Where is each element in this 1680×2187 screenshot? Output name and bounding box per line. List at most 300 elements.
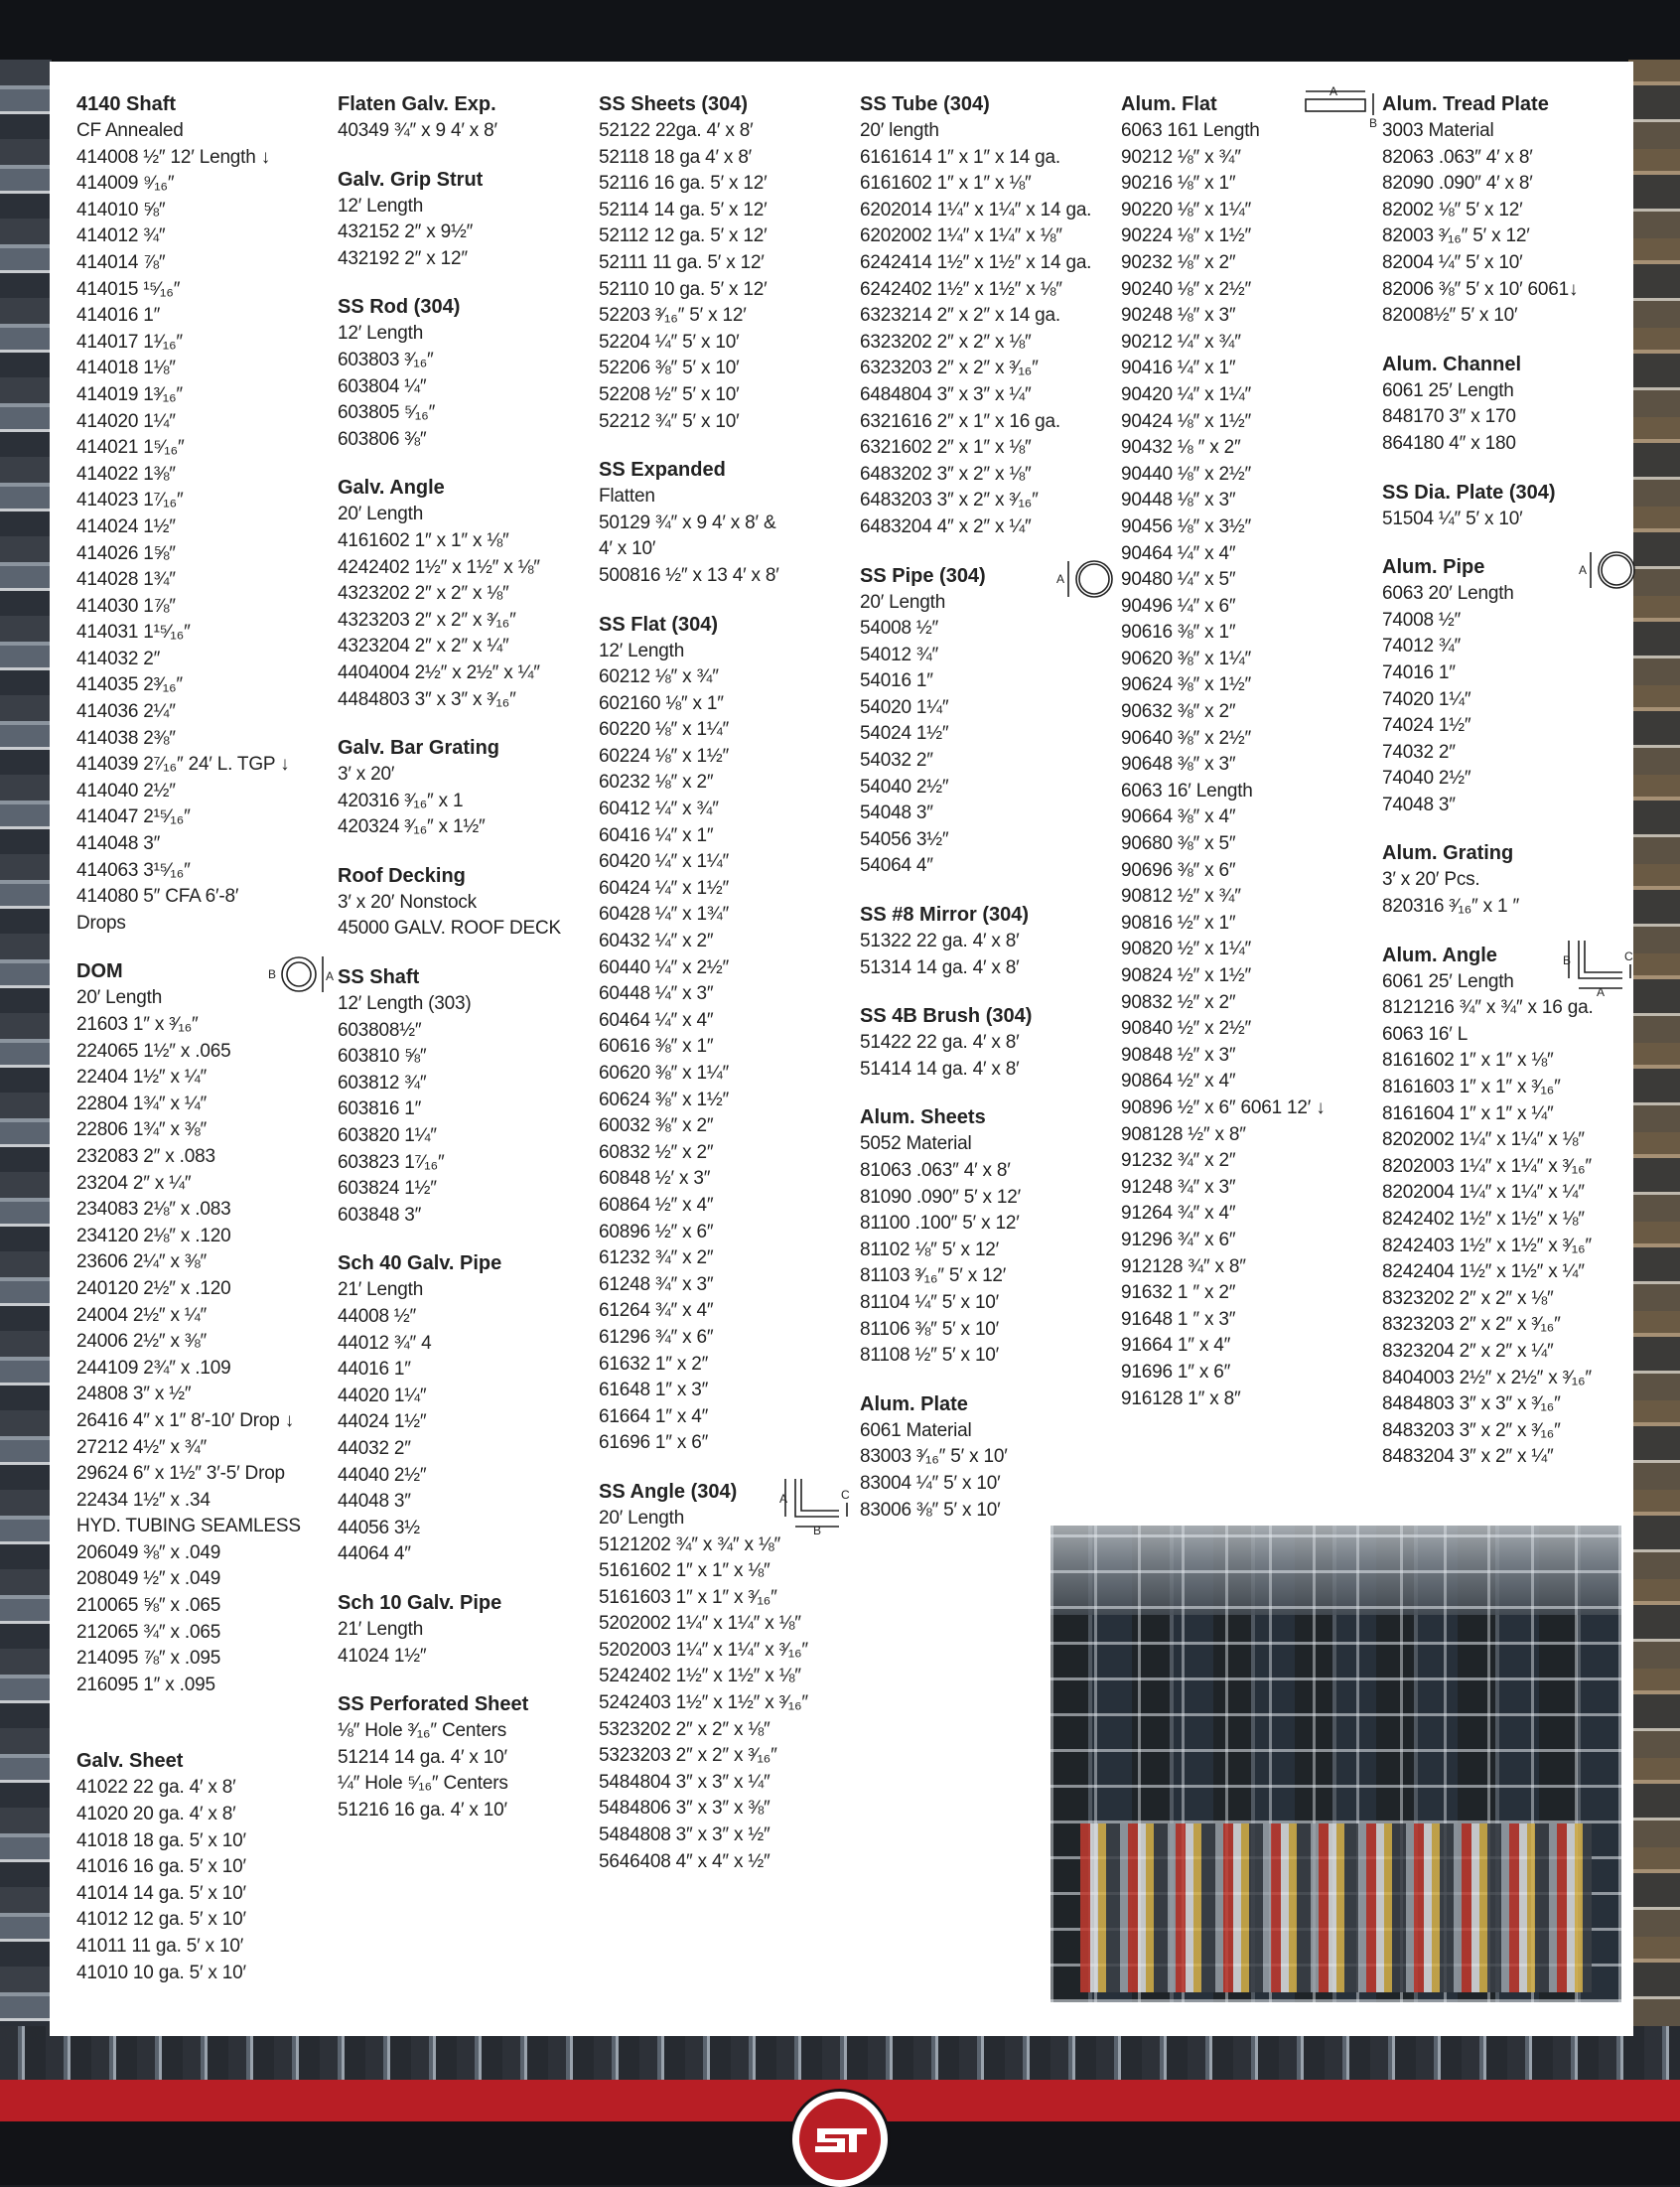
list-item: 90824 ½″ x 1½″ bbox=[1121, 965, 1252, 986]
list-item: 5646408 4″ x 4″ x ½″ bbox=[599, 1850, 770, 1872]
list-item: 5484808 3″ x 3″ x ½″ bbox=[599, 1824, 770, 1846]
list-item: 6323202 2″ x 2″ x ⅛″ bbox=[860, 331, 1032, 353]
list-item: 6063 16′ L bbox=[1382, 1023, 1469, 1045]
list-item: 90620 ⅜″ x 1¼″ bbox=[1121, 648, 1252, 669]
list-item: 90696 ⅜″ x 6″ bbox=[1121, 859, 1236, 881]
list-item: 8202004 1¼″ x 1¼″ x ¼″ bbox=[1382, 1182, 1585, 1204]
list-item: 603824 1½″ bbox=[338, 1178, 437, 1200]
list-item: 82008½″ 5′ x 10′ bbox=[1382, 305, 1518, 327]
list-item: 5484806 3″ x 3″ x ⅜″ bbox=[599, 1798, 770, 1820]
list-item: 603808½″ bbox=[338, 1019, 422, 1041]
list-item: 8323203 2″ x 2″ x ³⁄₁₆″ bbox=[1382, 1314, 1561, 1336]
list-item: 61296 ¾″ x 6″ bbox=[599, 1326, 714, 1348]
list-item: 6483204 4″ x 2″ x ¼″ bbox=[860, 515, 1032, 537]
list-item: 8484803 3″ x 3″ x ³⁄₁₆″ bbox=[1382, 1393, 1561, 1415]
list-item: 12′ Length bbox=[338, 195, 424, 217]
list-item: 90664 ⅜″ x 4″ bbox=[1121, 806, 1236, 828]
section-title: SS Flat (304) bbox=[599, 613, 719, 636]
list-item: 224065 1½″ x .065 bbox=[76, 1040, 231, 1062]
list-item: 603803 ³⁄₁₆″ bbox=[338, 349, 434, 370]
list-item: 414026 1⅝″ bbox=[76, 542, 176, 564]
list-item: 90812 ½″ x ¾″ bbox=[1121, 886, 1241, 908]
list-item: ¼″ Hole ⁵⁄₁₆″ Centers bbox=[338, 1773, 508, 1795]
list-item: 74024 1½″ bbox=[1382, 715, 1471, 737]
section-title: SS Shaft bbox=[338, 966, 420, 989]
list-item: 5161602 1″ x 1″ x ⅛″ bbox=[599, 1560, 770, 1582]
list-item: 432192 2″ x 12″ bbox=[338, 247, 468, 269]
list-item: 74008 ½″ bbox=[1382, 609, 1462, 631]
list-item: 61664 1″ x 4″ bbox=[599, 1405, 709, 1427]
list-item: 44020 1¼″ bbox=[338, 1385, 427, 1406]
list-item: 414018 1⅛″ bbox=[76, 358, 176, 379]
list-item: 74048 3″ bbox=[1382, 794, 1456, 815]
list-item: 44056 3½ bbox=[338, 1517, 420, 1538]
list-item: 45000 GALV. ROOF DECK bbox=[338, 918, 561, 940]
section-title: Galv. Sheet bbox=[76, 1750, 184, 1773]
list-item: 90840 ½″ x 2½″ bbox=[1121, 1018, 1252, 1040]
list-item: 8242402 1½″ x 1½″ x ⅛″ bbox=[1382, 1209, 1585, 1230]
section-roof-decking bbox=[338, 863, 596, 943]
section-ss-shaft bbox=[338, 964, 596, 1229]
list-item: 6323203 2″ x 2″ x ³⁄₁₆″ bbox=[860, 358, 1039, 379]
list-item: 6242414 1½″ x 1½″ x 14 ga. bbox=[860, 251, 1092, 273]
svg-text:A: A bbox=[1330, 85, 1338, 98]
list-item: 82006 ⅜″ 5′ x 10′ 6061↓ bbox=[1382, 278, 1579, 300]
list-item: 54040 2½″ bbox=[860, 776, 949, 798]
list-item: 91664 1″ x 4″ bbox=[1121, 1335, 1231, 1357]
section-title: Sch 40 Galv. Pipe bbox=[338, 1252, 502, 1275]
list-item: 916128 1″ x 8″ bbox=[1121, 1387, 1241, 1409]
list-item: 90448 ⅛″ x 3″ bbox=[1121, 490, 1236, 511]
svg-text:A: A bbox=[326, 969, 335, 984]
section-title: SS #8 Mirror (304) bbox=[860, 904, 1030, 927]
list-item: 60896 ½″ x 6″ bbox=[599, 1221, 714, 1242]
list-item: 90424 ⅛″ x 1½″ bbox=[1121, 410, 1252, 432]
list-item: 74040 2½″ bbox=[1382, 768, 1471, 790]
list-item: 414015 ¹⁵⁄₁₆″ bbox=[76, 278, 181, 300]
list-item: 420316 ³⁄₁₆″ x 1 bbox=[338, 790, 464, 811]
list-item: 240120 2½″ x .120 bbox=[76, 1277, 231, 1299]
list-item: 864180 4″ x 180 bbox=[1382, 432, 1516, 454]
list-item: 8121216 ¾″ x ¾″ x 16 ga. bbox=[1382, 997, 1594, 1019]
list-item: 603806 ⅜″ bbox=[338, 428, 427, 450]
section-ss-sheets-304 bbox=[599, 91, 857, 435]
section-ss-4b-brush-304 bbox=[860, 1003, 1118, 1083]
list-item: 52204 ¼″ 5′ x 10′ bbox=[599, 331, 740, 353]
list-item: 414016 1″ bbox=[76, 305, 161, 327]
section-alum-flat bbox=[1121, 85, 1379, 1412]
list-item: 414010 ⅝″ bbox=[76, 199, 166, 220]
section-ss-rod-304 bbox=[338, 294, 596, 453]
section-sch-40-galv-pipe bbox=[338, 1250, 596, 1568]
list-item: 60212 ⅛″ x ¾″ bbox=[599, 666, 719, 688]
list-item: 60224 ⅛″ x 1½″ bbox=[599, 745, 730, 767]
list-item: 5484804 3″ x 3″ x ¼″ bbox=[599, 1771, 770, 1793]
section-title: DOM bbox=[76, 960, 123, 983]
list-item: 603812 ¾″ bbox=[338, 1072, 427, 1094]
list-item: 414008 ½″ 12′ Length ↓ bbox=[76, 146, 270, 168]
list-item: 3′ x 20′ bbox=[338, 764, 395, 786]
section-title: Flaten Galv. Exp. bbox=[338, 93, 496, 115]
list-item: 24006 2½″ x ⅜″ bbox=[76, 1331, 208, 1353]
metal-stock-rack-photo bbox=[1050, 1526, 1621, 2002]
list-item: 90212 ¼″ x ¾″ bbox=[1121, 331, 1241, 353]
list-item: 603804 ¼″ bbox=[338, 375, 427, 397]
list-item: 23204 2″ x ¼″ bbox=[76, 1172, 192, 1194]
list-item: 24004 2½″ x ¼″ bbox=[76, 1304, 208, 1326]
list-item: 90864 ½″ x 4″ bbox=[1121, 1071, 1236, 1093]
list-item: 22434 1½″ x .34 bbox=[76, 1489, 210, 1511]
list-item: HYD. TUBING SEAMLESS bbox=[76, 1516, 301, 1537]
list-item: 4′ x 10′ bbox=[599, 538, 656, 560]
list-item: 234083 2⅛″ x .083 bbox=[76, 1199, 231, 1221]
svg-text:A: A bbox=[779, 1491, 788, 1506]
list-item: 4323202 2″ x 2″ x ⅛″ bbox=[338, 583, 509, 605]
section-title: Alum. Grating bbox=[1382, 842, 1514, 865]
list-item: 82090 .090″ 4′ x 8′ bbox=[1382, 173, 1533, 195]
list-item: Drops bbox=[76, 912, 126, 934]
list-item: 27212 4½″ x ¾″ bbox=[76, 1436, 208, 1458]
list-item: 44024 1½″ bbox=[338, 1411, 427, 1433]
list-item: 83003 ³⁄₁₆″ 5′ x 10′ bbox=[860, 1446, 1008, 1468]
list-item: 74020 1¼″ bbox=[1382, 688, 1471, 710]
catalog-column-3 bbox=[599, 91, 857, 1897]
catalog-column-4 bbox=[860, 91, 1118, 1545]
list-item: 5121202 ¾″ x ¾″ x ⅛″ bbox=[599, 1533, 781, 1555]
list-item: 51322 22 ga. 4′ x 8′ bbox=[860, 931, 1020, 952]
list-item: 44064 4″ bbox=[338, 1543, 411, 1565]
section-title: SS Rod (304) bbox=[338, 296, 461, 319]
list-item: 4404004 2½″ x 2½″ x ¼″ bbox=[338, 661, 540, 683]
list-item: 216095 1″ x .095 bbox=[76, 1674, 215, 1695]
list-item: 54020 1¼″ bbox=[860, 696, 949, 718]
list-item: 414047 2¹⁵⁄₁₆″ bbox=[76, 806, 191, 828]
section-ss-flat-304 bbox=[599, 612, 857, 1457]
section-alum-grating bbox=[1382, 840, 1640, 920]
list-item: 52208 ½″ 5′ x 10′ bbox=[599, 383, 740, 405]
list-item: 61696 1″ x 6″ bbox=[599, 1432, 709, 1454]
section-title: Galv. Angle bbox=[338, 477, 445, 500]
list-item: 8323204 2″ x 2″ x ¼″ bbox=[1382, 1340, 1554, 1362]
section-title: Alum. Channel bbox=[1382, 353, 1522, 375]
list-item: 5323202 2″ x 2″ x ⅛″ bbox=[599, 1718, 770, 1740]
list-item: 82003 ³⁄₁₆″ 5′ x 12′ bbox=[1382, 225, 1530, 247]
list-item: 90832 ½″ x 2″ bbox=[1121, 991, 1236, 1013]
list-item: 81106 ⅜″ 5′ x 10′ bbox=[860, 1318, 1000, 1340]
list-item: 50129 ¾″ x 9 4′ x 8′ & bbox=[599, 511, 776, 533]
svg-text:A: A bbox=[1056, 571, 1065, 586]
section-alum-plate bbox=[860, 1391, 1118, 1524]
list-item: 6483203 3″ x 2″ x ³⁄₁₆″ bbox=[860, 490, 1039, 511]
list-item: 6061 25′ Length bbox=[1382, 970, 1514, 992]
list-item: ⅛″ Hole ³⁄₁₆″ Centers bbox=[338, 1720, 507, 1742]
list-item: 51314 14 ga. 4′ x 8′ bbox=[860, 956, 1020, 978]
list-item: 5052 Material bbox=[860, 1133, 972, 1155]
list-item: 414017 1¹⁄₁₆″ bbox=[76, 331, 183, 353]
section-title: Alum. Angle bbox=[1382, 944, 1497, 966]
list-item: 54032 2″ bbox=[860, 750, 933, 772]
list-item: 22804 1¾″ x ¼″ bbox=[76, 1093, 208, 1114]
price-list-page bbox=[50, 62, 1633, 2036]
list-item: 61264 ¾″ x 4″ bbox=[599, 1300, 714, 1322]
list-item: 60032 ⅜″ x 2″ bbox=[599, 1115, 714, 1137]
list-item: 83006 ⅜″ 5′ x 10′ bbox=[860, 1499, 1001, 1521]
list-item: 3003 Material bbox=[1382, 120, 1494, 141]
section-title: SS 4B Brush (304) bbox=[860, 1005, 1033, 1028]
list-item: 81103 ³⁄₁₆″ 5′ x 12′ bbox=[860, 1265, 1007, 1287]
list-item: 20′ Length bbox=[338, 504, 424, 525]
list-item: 6063 20′ Length bbox=[1382, 583, 1514, 605]
list-item: 21′ Length bbox=[338, 1618, 424, 1640]
list-item: 8242403 1½″ x 1½″ x ³⁄₁₆″ bbox=[1382, 1235, 1592, 1256]
list-item: 44016 1″ bbox=[338, 1359, 411, 1381]
list-item: 52212 ¾″ 5′ x 10′ bbox=[599, 410, 740, 432]
list-item: 41014 14 ga. 5′ x 10′ bbox=[76, 1882, 246, 1904]
list-item: 5323203 2″ x 2″ x ³⁄₁₆″ bbox=[599, 1745, 777, 1767]
list-item: 4484803 3″ x 3″ x ³⁄₁₆″ bbox=[338, 688, 516, 710]
list-item: 8161604 1″ x 1″ x ¼″ bbox=[1382, 1102, 1554, 1124]
list-item: 91632 1 ″ x 2″ bbox=[1121, 1282, 1236, 1304]
list-item: 4323204 2″ x 2″ x ¼″ bbox=[338, 636, 509, 657]
section-4140-shaft bbox=[76, 91, 335, 937]
list-item: 60416 ¼″ x 1″ bbox=[599, 824, 714, 846]
list-item: 3′ x 20′ Pcs. bbox=[1382, 869, 1480, 891]
list-item: 908128 ½″ x 8″ bbox=[1121, 1123, 1246, 1145]
list-item: 206049 ⅜″ x .049 bbox=[76, 1541, 221, 1563]
list-item: 54024 1½″ bbox=[860, 723, 949, 745]
list-item: 90896 ½″ x 6″ 6061 12′ ↓ bbox=[1121, 1096, 1326, 1118]
list-item: 90232 ⅛″ x 2″ bbox=[1121, 251, 1236, 273]
section-galv-sheet bbox=[76, 1748, 335, 1986]
list-item: 603820 1¼″ bbox=[338, 1125, 437, 1147]
background-metal-racks-left bbox=[0, 60, 54, 2056]
list-item: 6061 25′ Length bbox=[1382, 379, 1514, 401]
list-item: 414048 3″ bbox=[76, 833, 161, 855]
svg-text:B: B bbox=[1369, 116, 1378, 129]
list-item: 29624 6″ x 1½″ 3′-5′ Drop bbox=[76, 1463, 285, 1485]
list-item: 51504 ¼″ 5′ x 10′ bbox=[1382, 508, 1523, 529]
list-item: 44012 ¾″ 4 bbox=[338, 1332, 432, 1354]
list-item: 210065 ⅝″ x .065 bbox=[76, 1595, 221, 1617]
list-item: 8483204 3″ x 2″ x ¼″ bbox=[1382, 1446, 1554, 1468]
section-sch-10-galv-pipe bbox=[338, 1590, 596, 1670]
list-item: 52116 16 ga. 5′ x 12′ bbox=[599, 173, 768, 195]
list-item: 52203 ³⁄₁₆″ 5′ x 12′ bbox=[599, 305, 747, 327]
section-title: Alum. Plate bbox=[860, 1392, 968, 1415]
list-item: 603816 1″ bbox=[338, 1098, 422, 1120]
list-item: 8404003 2½″ x 2½″ x ³⁄₁₆″ bbox=[1382, 1367, 1592, 1388]
list-item: 500816 ½″ x 13 4′ x 8′ bbox=[599, 564, 779, 586]
flat-ab-diagram-icon bbox=[1300, 85, 1379, 134]
list-item: 60624 ⅜″ x 1½″ bbox=[599, 1089, 730, 1110]
list-item: 41012 12 ga. 5′ x 10′ bbox=[76, 1909, 246, 1931]
list-item: 44032 2″ bbox=[338, 1437, 411, 1459]
list-item: 60616 ⅜″ x 1″ bbox=[599, 1036, 714, 1058]
catalog-column-6 bbox=[1382, 91, 1640, 1493]
list-item: 244109 2¾″ x .109 bbox=[76, 1357, 231, 1379]
top-edge bbox=[0, 0, 1680, 62]
section-title: SS Perforated Sheet bbox=[338, 1693, 529, 1716]
list-item: 60220 ⅛″ x 1¼″ bbox=[599, 719, 730, 741]
list-item: 91296 ¾″ x 6″ bbox=[1121, 1229, 1236, 1250]
list-item: 6063 161 Length bbox=[1121, 120, 1260, 141]
list-item: 21603 1″ x ³⁄₁₆″ bbox=[76, 1014, 199, 1035]
list-item: 44008 ½″ bbox=[338, 1306, 417, 1327]
list-item: 414035 2³⁄₁₆″ bbox=[76, 674, 183, 696]
list-item: 60424 ¼″ x 1½″ bbox=[599, 877, 730, 899]
list-item: 54008 ½″ bbox=[860, 618, 939, 640]
list-item: 20′ Length bbox=[76, 987, 163, 1009]
list-item: 414040 2½″ bbox=[76, 780, 176, 802]
list-item: 414021 1⁵⁄₁₆″ bbox=[76, 437, 185, 459]
list-item: 90624 ⅜″ x 1½″ bbox=[1121, 674, 1252, 696]
list-item: 414030 1⅞″ bbox=[76, 595, 176, 617]
list-item: 51422 22 ga. 4′ x 8′ bbox=[860, 1032, 1020, 1054]
list-item: 52110 10 ga. 5′ x 12′ bbox=[599, 278, 768, 300]
list-item: 52112 12 ga. 5′ x 12′ bbox=[599, 225, 768, 247]
list-item: 41011 11 ga. 5′ x 10′ bbox=[76, 1936, 244, 1957]
section-title: Galv. Bar Grating bbox=[338, 737, 500, 760]
list-item: 54016 1″ bbox=[860, 670, 933, 692]
angle-bca-diagram-icon bbox=[1561, 937, 1640, 1001]
list-item: 51214 14 ga. 4′ x 10′ bbox=[338, 1746, 507, 1768]
list-item: 61632 1″ x 2″ bbox=[599, 1353, 709, 1375]
list-item: 603810 ⅝″ bbox=[338, 1046, 427, 1068]
list-item: 12′ Length bbox=[338, 323, 424, 345]
list-item: 41016 16 ga. 5′ x 10′ bbox=[76, 1856, 246, 1878]
section-ss-angle-304 bbox=[599, 1479, 857, 1875]
list-item: 24808 3″ x ½″ bbox=[76, 1384, 192, 1405]
list-item: 90816 ½″ x 1″ bbox=[1121, 912, 1236, 934]
section-title: Alum. Sheets bbox=[860, 1106, 986, 1129]
list-item: 414019 1³⁄₁₆″ bbox=[76, 383, 183, 405]
section-ss-8-mirror-304 bbox=[860, 902, 1118, 981]
catalog-column-5 bbox=[1121, 85, 1379, 1434]
list-item: 6161614 1″ x 1″ x 14 ga. bbox=[860, 146, 1060, 168]
list-item: 90616 ⅜″ x 1″ bbox=[1121, 622, 1236, 644]
list-item: 6484804 3″ x 3″ x ¼″ bbox=[860, 383, 1032, 405]
list-item: 4242402 1½″ x 1½″ x ⅛″ bbox=[338, 556, 540, 578]
list-item: 60832 ½″ x 2″ bbox=[599, 1141, 714, 1163]
svg-text:B: B bbox=[1563, 952, 1572, 967]
list-item: 8161602 1″ x 1″ x ⅛″ bbox=[1382, 1050, 1554, 1072]
list-item: 90440 ⅛″ x 2½″ bbox=[1121, 463, 1252, 485]
list-item: 414032 2″ bbox=[76, 648, 161, 669]
list-item: 51414 14 ga. 4′ x 8′ bbox=[860, 1058, 1020, 1080]
list-item: 60448 ¼″ x 3″ bbox=[599, 983, 714, 1005]
list-item: 26416 4″ x 1″ 8′-10′ Drop ↓ bbox=[76, 1409, 295, 1431]
list-item: 414012 ¾″ bbox=[76, 225, 166, 247]
list-item: 414036 2¼″ bbox=[76, 701, 176, 723]
list-item: 21′ Length bbox=[338, 1279, 424, 1301]
list-item: 52111 11 ga. 5′ x 12′ bbox=[599, 251, 765, 273]
section-alum-tread-plate bbox=[1382, 91, 1640, 330]
list-item: Flatten bbox=[599, 486, 655, 508]
list-item: 60848 ½′ x 3″ bbox=[599, 1168, 711, 1190]
section-galv-bar-grating bbox=[338, 735, 596, 841]
list-item: 60232 ⅛″ x 2″ bbox=[599, 772, 714, 794]
list-item: 82004 ¼″ 5′ x 10′ bbox=[1382, 251, 1523, 273]
list-item: 90496 ¼″ x 6″ bbox=[1121, 595, 1236, 617]
list-item: 5161603 1″ x 1″ x ³⁄₁₆″ bbox=[599, 1586, 777, 1608]
list-item: 91232 ¾″ x 2″ bbox=[1121, 1150, 1236, 1172]
list-item: 60420 ¼″ x 1¼″ bbox=[599, 851, 730, 873]
list-item: 8242404 1½″ x 1½″ x ¼″ bbox=[1382, 1261, 1585, 1283]
list-item: 5202002 1¼″ x 1¼″ x ⅛″ bbox=[599, 1613, 801, 1635]
list-item: 234120 2⅛″ x .120 bbox=[76, 1225, 231, 1246]
list-item: 6321602 2″ x 1″ x ⅛″ bbox=[860, 437, 1032, 459]
list-item: 54064 4″ bbox=[860, 855, 933, 877]
list-item: 60412 ¼″ x ¾″ bbox=[599, 799, 719, 820]
svg-text:B: B bbox=[813, 1523, 822, 1536]
list-item: 603805 ⁵⁄₁₆″ bbox=[338, 402, 436, 424]
svg-text:B: B bbox=[268, 967, 277, 982]
list-item: 603848 3″ bbox=[338, 1204, 422, 1226]
section-title: Alum. Tread Plate bbox=[1382, 93, 1549, 115]
list-item: 5202003 1¼″ x 1¼″ x ³⁄₁₆″ bbox=[599, 1639, 808, 1661]
list-item: 91696 1″ x 6″ bbox=[1121, 1361, 1231, 1383]
section-ss-tube-304 bbox=[860, 91, 1118, 541]
list-item: 848170 3″ x 170 bbox=[1382, 406, 1516, 428]
list-item: 208049 ½″ x .049 bbox=[76, 1568, 221, 1590]
section-title: Galv. Grip Strut bbox=[338, 168, 484, 191]
list-item: 6061 Material bbox=[860, 1419, 972, 1441]
list-item: 61648 1″ x 3″ bbox=[599, 1380, 709, 1401]
section-flaten-galv-exp bbox=[338, 91, 596, 145]
list-item: 90456 ⅛″ x 3½″ bbox=[1121, 515, 1252, 537]
section-title: Sch 10 Galv. Pipe bbox=[338, 1591, 502, 1614]
list-item: 414063 3¹⁵⁄₁₆″ bbox=[76, 859, 191, 881]
st-logo-icon bbox=[792, 2092, 888, 2187]
pipe-a-diagram-icon bbox=[1056, 557, 1118, 606]
list-item: 90432 ⅛ ″ x 2″ bbox=[1121, 437, 1241, 459]
list-item: CF Annealed bbox=[76, 120, 184, 141]
list-item: 5242402 1½″ x 1½″ x ⅛″ bbox=[599, 1666, 801, 1687]
list-item: 8483203 3″ x 2″ x ³⁄₁₆″ bbox=[1382, 1419, 1561, 1441]
list-item: 90240 ⅛″ x 2½″ bbox=[1121, 278, 1252, 300]
list-item: 90220 ⅛″ x 1¼″ bbox=[1121, 199, 1252, 220]
list-item: 8202003 1¼″ x 1¼″ x ³⁄₁₆″ bbox=[1382, 1155, 1592, 1177]
list-item: 90820 ½″ x 1¼″ bbox=[1121, 939, 1252, 960]
svg-text:A: A bbox=[1579, 563, 1588, 578]
list-item: 60464 ¼″ x 4″ bbox=[599, 1009, 714, 1031]
list-item: 414080 5″ CFA 6′-8′ bbox=[76, 886, 239, 908]
section-title: SS Dia. Plate (304) bbox=[1382, 481, 1556, 504]
list-item: 41020 20 ga. 4′ x 8′ bbox=[76, 1804, 236, 1825]
list-item: 214095 ⅞″ x .095 bbox=[76, 1648, 221, 1670]
list-item: 90632 ⅜″ x 2″ bbox=[1121, 701, 1236, 723]
list-item: 61248 ¾″ x 3″ bbox=[599, 1273, 714, 1295]
list-item: 414023 1⁷⁄₁₆″ bbox=[76, 490, 184, 511]
list-item: 90216 ⅛″ x 1″ bbox=[1121, 173, 1236, 195]
list-item: 83004 ¼″ 5′ x 10′ bbox=[860, 1472, 1001, 1494]
list-item: 74032 2″ bbox=[1382, 741, 1456, 763]
list-item: 6242402 1½″ x 1½″ x ⅛″ bbox=[860, 278, 1062, 300]
list-item: 6202014 1¼″ x 1¼″ x 14 ga. bbox=[860, 199, 1092, 220]
section-alum-sheets bbox=[860, 1104, 1118, 1369]
list-item: 414031 1¹⁵⁄₁₆″ bbox=[76, 622, 191, 644]
svg-text:C: C bbox=[1624, 948, 1633, 963]
list-item: 4161602 1″ x 1″ x ⅛″ bbox=[338, 529, 509, 551]
section-title: SS Tube (304) bbox=[860, 93, 990, 115]
list-item: 60864 ½″ x 4″ bbox=[599, 1194, 714, 1216]
list-item: 41024 1½″ bbox=[338, 1645, 427, 1667]
section-galv-angle bbox=[338, 475, 596, 713]
list-item: 81108 ½″ 5′ x 10′ bbox=[860, 1345, 1000, 1367]
section-title: SS Sheets (304) bbox=[599, 93, 749, 115]
list-item: 23606 2¼″ x ⅜″ bbox=[76, 1251, 208, 1273]
list-item: 22806 1¾″ x ⅜″ bbox=[76, 1119, 208, 1141]
